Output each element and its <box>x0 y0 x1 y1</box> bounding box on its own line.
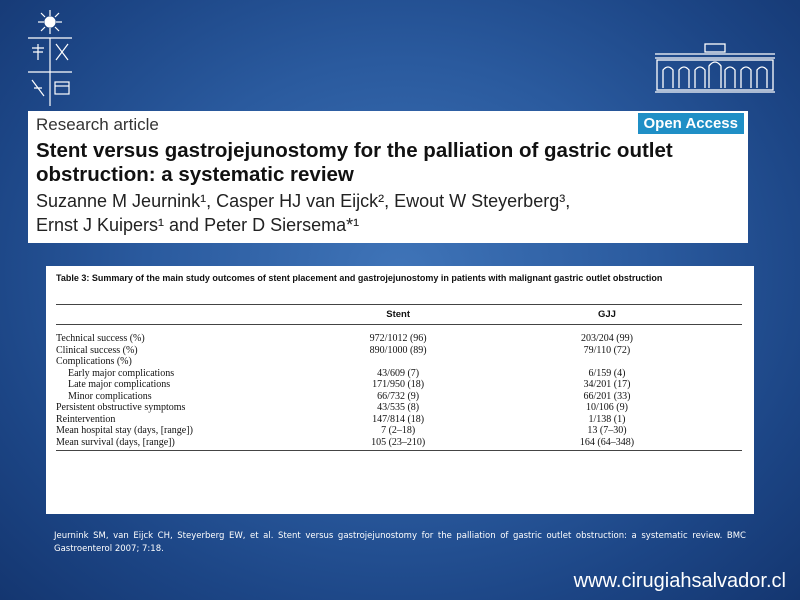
article-title: Stent versus gastrojejunostomy for the palliation of gastric outlet obstruction: a systematic review <box>36 139 673 186</box>
column-header-outcome <box>56 305 324 325</box>
stent-cell: 43/609 (7) <box>377 367 420 379</box>
gjj-cell <box>472 356 742 368</box>
article-authors <box>36 189 736 237</box>
results-table-panel <box>46 266 754 514</box>
article-type-label: Research article <box>36 115 159 134</box>
gjj-cell: 10/106 (9) <box>585 402 628 413</box>
gjj-cell: 6/159 (4) <box>588 367 626 379</box>
table-row <box>56 379 742 391</box>
outcome-cell: Early major complications <box>68 367 175 379</box>
outcome-cell: Late major complications <box>68 379 171 390</box>
table-caption: Table 3: Summary of the main study outcomes of stent placement and gastrojejunostomy in patients with malignant gastric outlet obstruction <box>56 273 663 283</box>
gjj-cell: 34/201 (17) <box>583 379 631 390</box>
outcome-cell: Reintervention <box>56 413 116 425</box>
gjj-cell: 203/204 (99) <box>580 333 633 344</box>
article-header <box>28 111 748 243</box>
stent-cell: 147/814 (18) <box>372 413 425 425</box>
stent-cell: 105 (23–210) <box>324 437 472 451</box>
column-header-stent: Stent <box>324 305 472 325</box>
university-crest-icon <box>24 8 76 108</box>
column-header-gjj: GJJ <box>472 305 742 325</box>
table-body <box>56 325 742 451</box>
table-row <box>56 368 742 380</box>
gjj-cell: 13 (7–30) <box>587 425 627 436</box>
stent-cell: 972/1012 (96) <box>369 333 427 344</box>
outcome-cell: Mean survival (days, [range]) <box>56 437 324 451</box>
table-row <box>56 402 742 414</box>
results-table <box>56 304 742 451</box>
table-row <box>56 325 742 345</box>
authors-line-1: Suzanne M Jeurnink¹, Casper HJ van Eijck², Ewout W Steyerberg³, <box>36 191 571 211</box>
table-row <box>56 391 742 403</box>
outcome-cell: Clinical success (%) <box>56 344 138 356</box>
table-header-row <box>56 305 742 325</box>
authors-line-2: Ernst J Kuipers¹ and Peter D Siersema*¹ <box>36 215 360 235</box>
gjj-cell: 66/201 (33) <box>583 390 631 402</box>
table-row <box>56 356 742 368</box>
stent-cell: 43/535 (8) <box>377 402 420 413</box>
gjj-cell: 1/138 (1) <box>588 413 626 425</box>
stent-cell: 66/732 (9) <box>377 390 420 402</box>
stent-cell: 890/1000 (89) <box>369 344 427 356</box>
open-access-badge: Open Access <box>638 113 745 134</box>
website-url: www.cirugiahsalvador.cl <box>573 570 786 592</box>
table-row <box>56 345 742 357</box>
gjj-cell: 79/110 (72) <box>583 344 631 356</box>
outcome-cell: Persistent obstructive symptoms <box>56 402 186 413</box>
table-row <box>56 414 742 426</box>
outcome-cell: Technical success (%) <box>56 333 145 344</box>
table-row <box>56 425 742 437</box>
outcome-cell: Mean hospital stay (days, [range]) <box>56 425 193 436</box>
stent-cell: 171/950 (18) <box>372 379 425 390</box>
stent-cell: 7 (2–18) <box>381 425 416 436</box>
outcome-cell: Complications (%) <box>56 356 132 367</box>
outcome-cell: Minor complications <box>68 390 152 402</box>
table-row <box>56 437 742 451</box>
gjj-cell: 164 (64–348) <box>472 437 742 451</box>
citation-text: Jeurnink SM, van Eijck CH, Steyerberg EW, et al. Stent versus gastrojejunostomy for the palliation of gastric outlet obstruction: a systematic review. BMC Gastroenterol 2007; 7:18. <box>54 531 746 554</box>
stent-cell <box>324 356 472 368</box>
building-facade-icon <box>653 42 777 94</box>
